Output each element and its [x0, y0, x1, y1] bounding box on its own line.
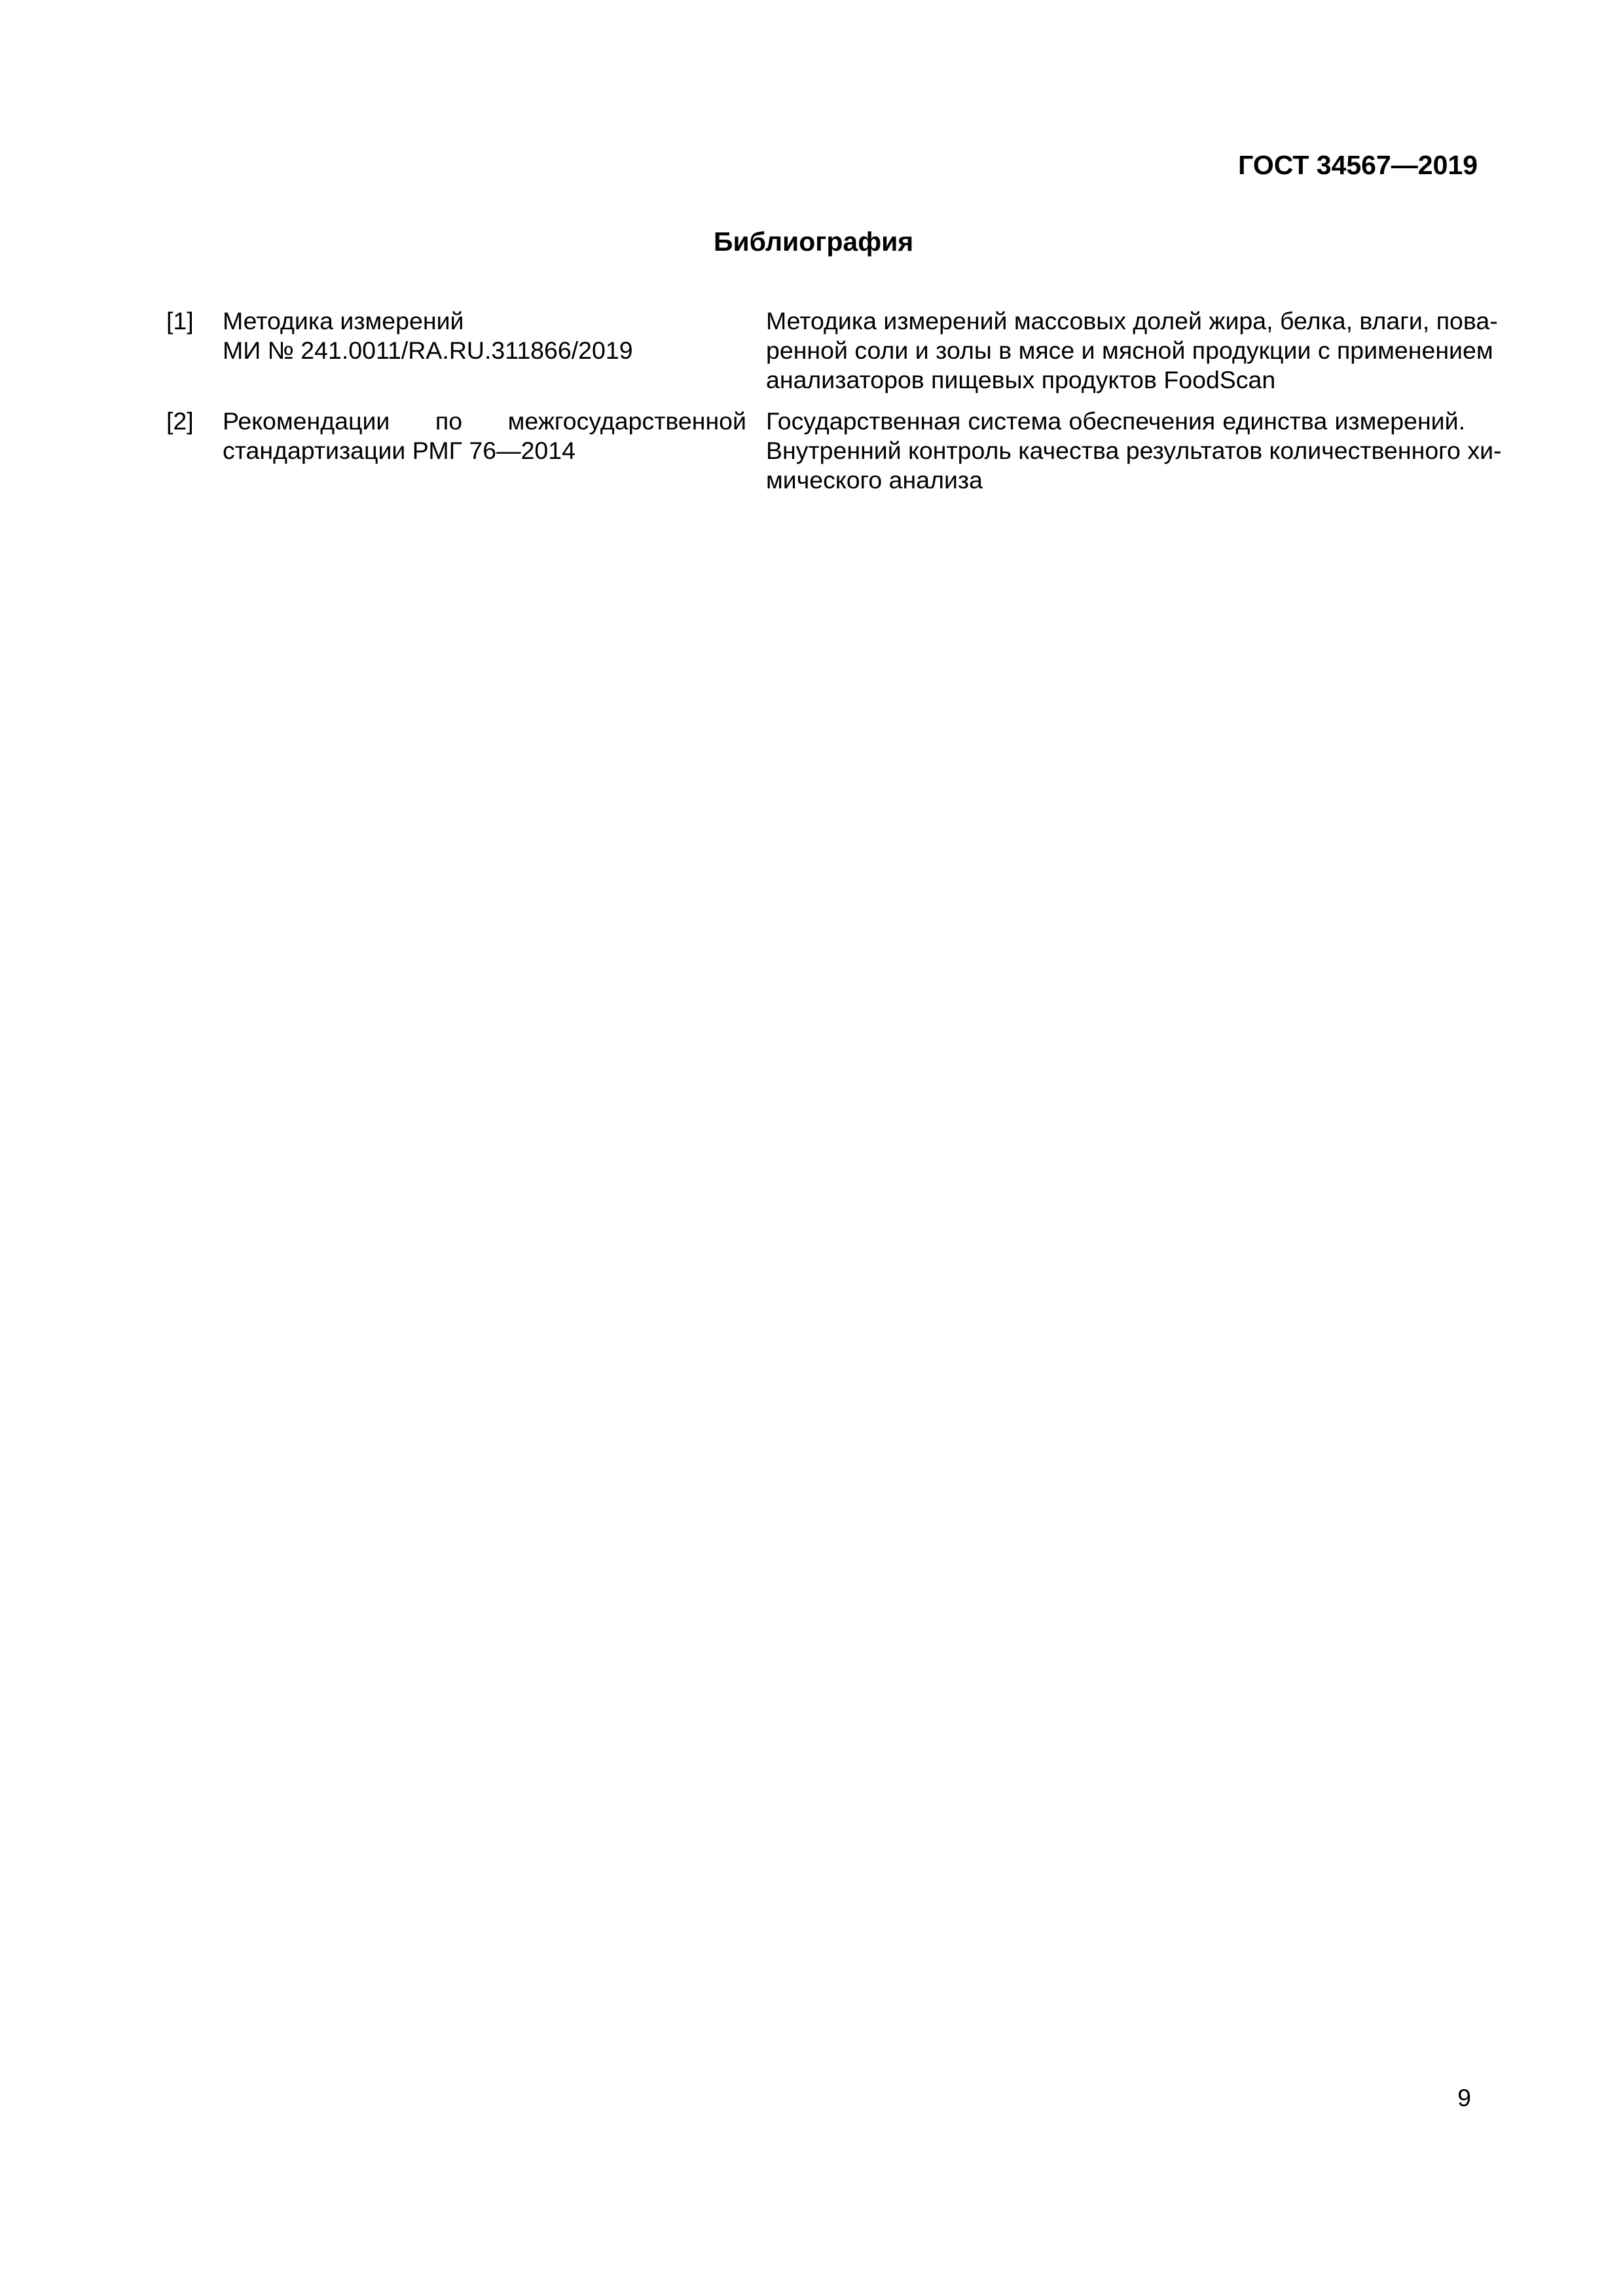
title-line: ренной соли и золы в мясе и мясной продукции с применением: [766, 337, 1493, 364]
reference-line: стандартизации РМГ 76—2014: [223, 437, 575, 464]
entry-title: [766, 306, 1498, 395]
title-line: Государственная система обеспечения единства измерений.: [766, 407, 1465, 435]
entry-reference: [223, 306, 746, 365]
bibliography-entry: [166, 306, 1498, 395]
bibliography-list: [166, 306, 1502, 507]
entry-number: [2]: [166, 407, 194, 435]
bibliography-entry: [166, 407, 1502, 495]
reference-line: МИ № 241.0011/RA.RU.311866/2019: [223, 337, 633, 364]
entry-reference: [223, 407, 746, 465]
title-line: Методика измерений массовых долей жира, белка, влаги, пова-: [766, 307, 1498, 335]
title-line: мического анализа: [766, 466, 983, 494]
title-line: анализаторов пищевых продуктов FoodScan: [766, 366, 1276, 393]
entry-title: [766, 407, 1502, 495]
title-line: Внутренний контроль качества результатов количественного хи-: [766, 437, 1502, 464]
page-number: 9: [1457, 2084, 1471, 2111]
document-code: ГОСТ 34567—2019: [1238, 150, 1478, 180]
section-title: Библиография: [714, 227, 914, 257]
reference-line: Методика измерений: [223, 307, 464, 335]
entry-number: [1]: [166, 307, 194, 335]
reference-line: Рекомендации по межгосударственной: [223, 407, 746, 435]
